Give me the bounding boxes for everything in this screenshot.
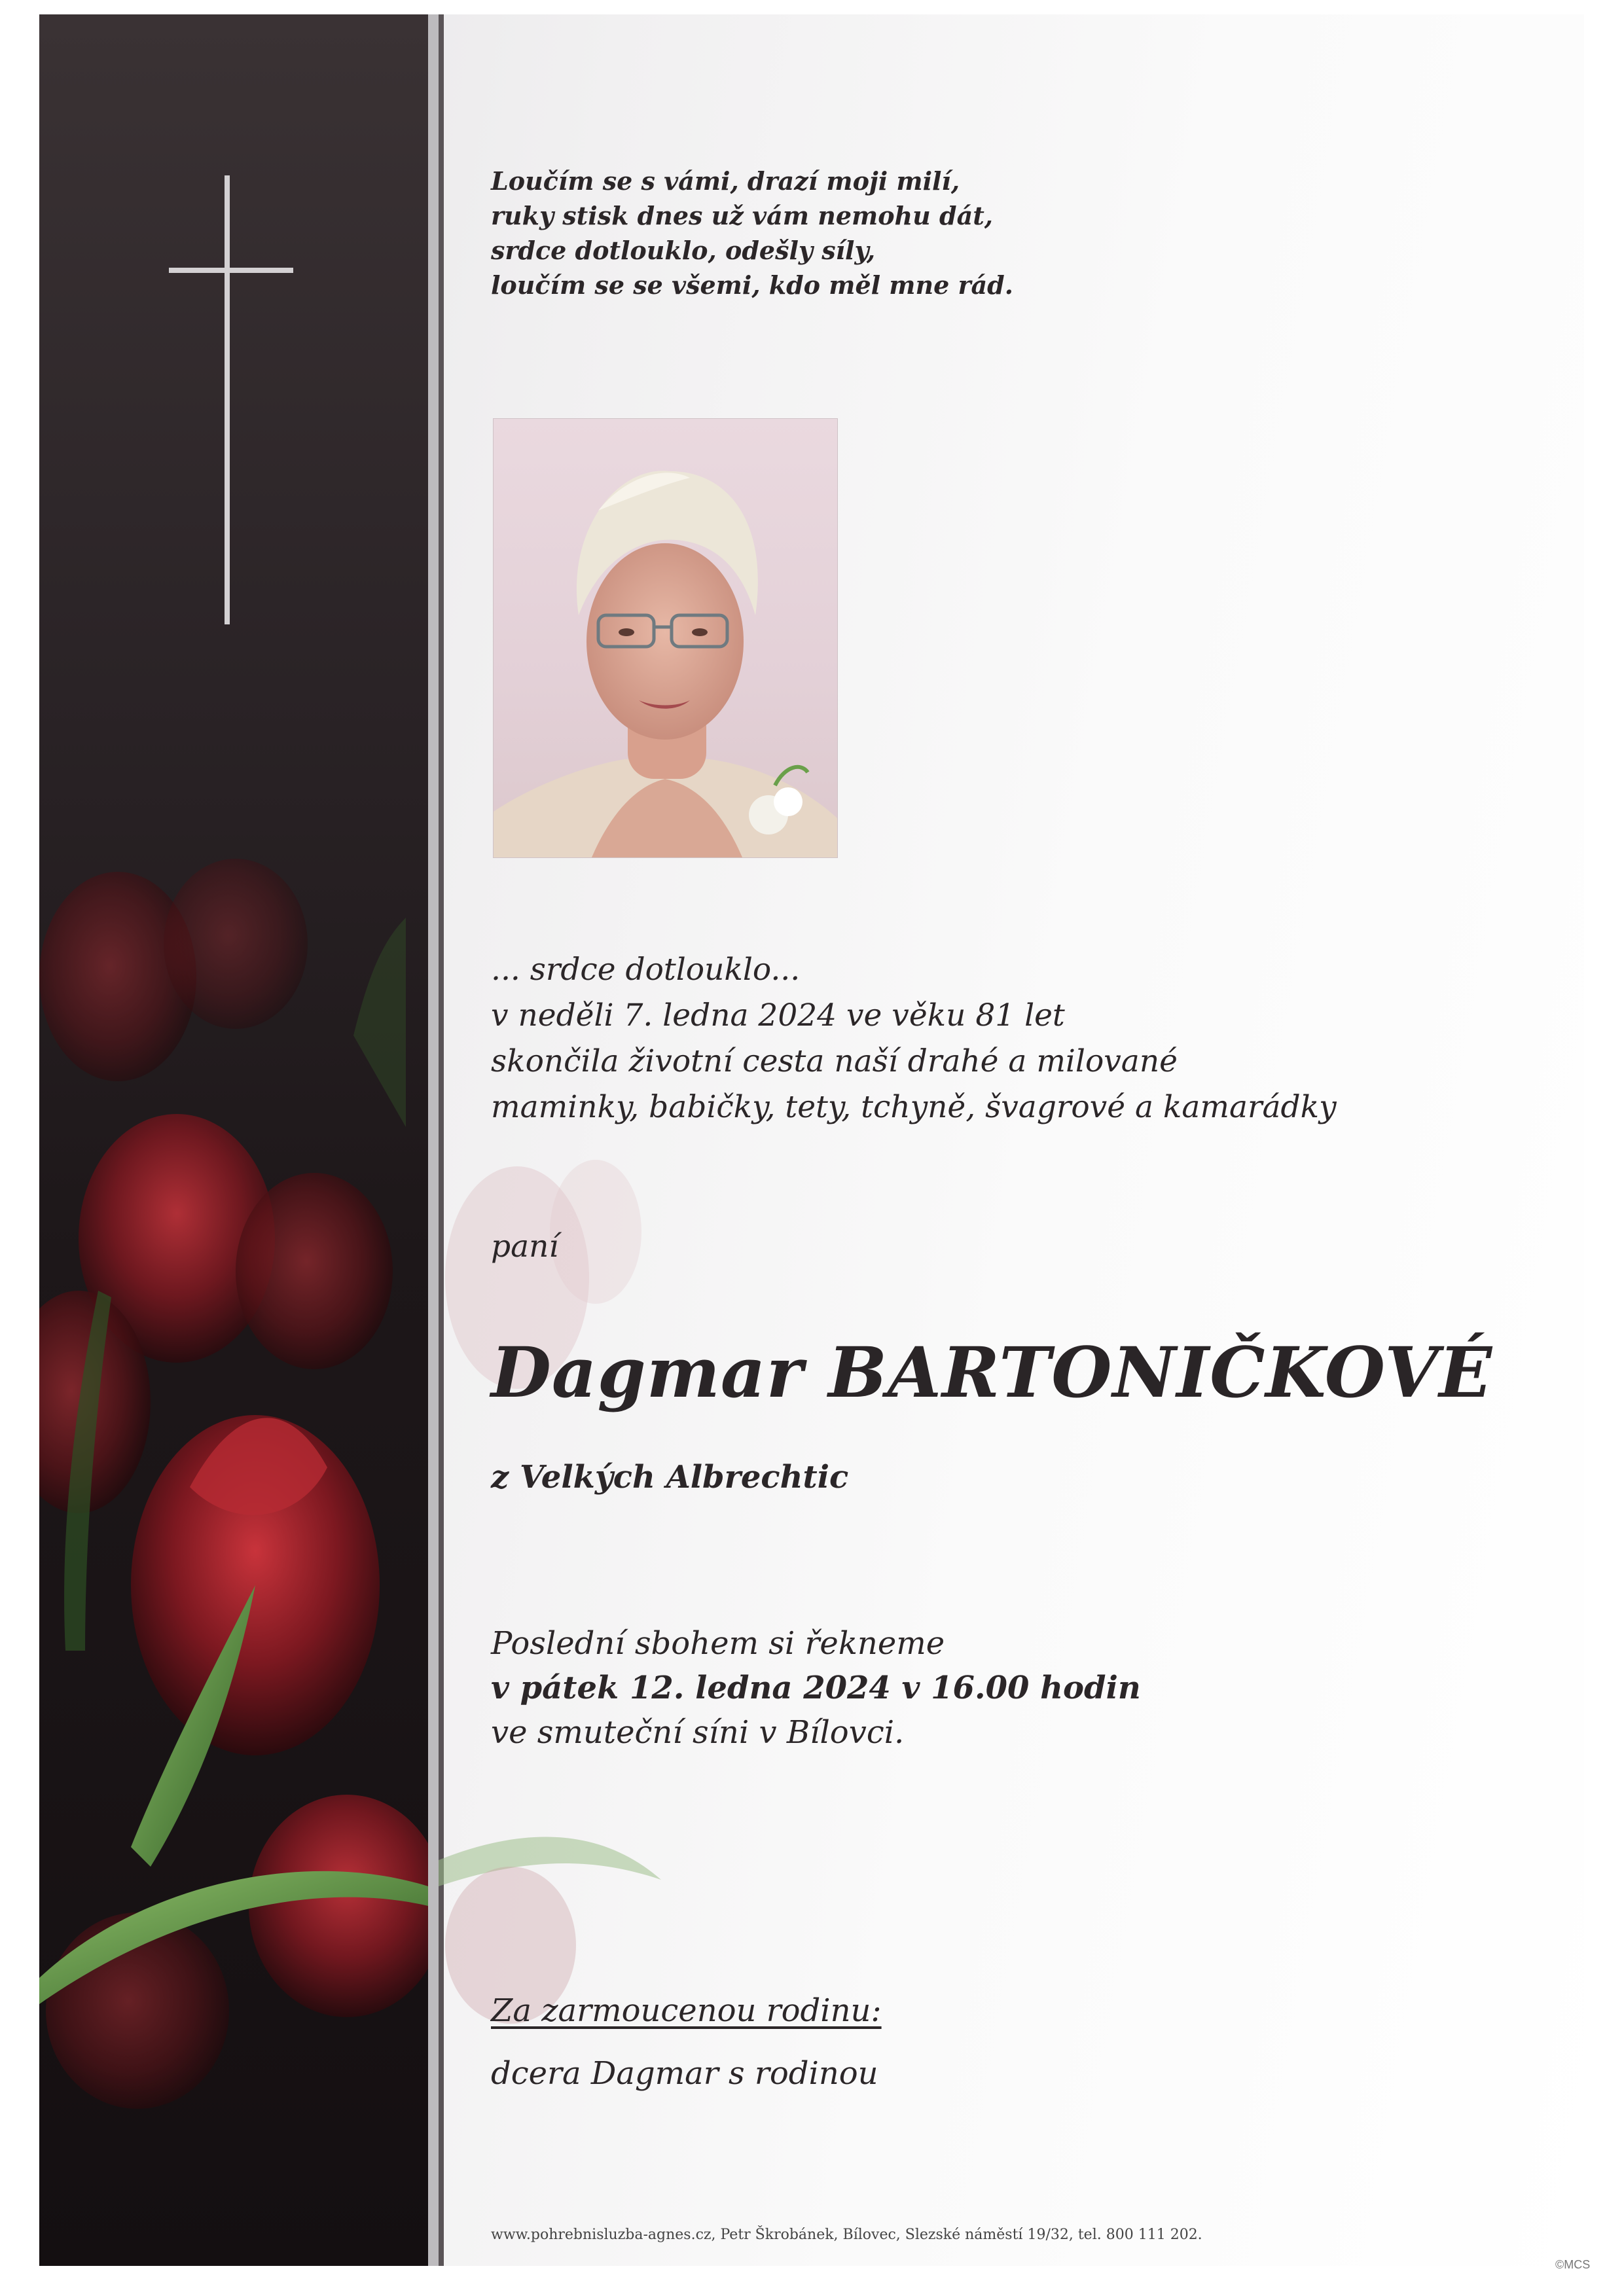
- portrait-photo: [493, 418, 838, 858]
- mourners-names: dcera Dagmar s rodinou: [491, 2055, 878, 2092]
- announcement-line: ... srdce dotlouklo...: [491, 952, 801, 988]
- announcement-line: maminky, babičky, tety, tchyně, švagrové a kamarádky: [491, 1089, 1337, 1125]
- funeral-venue: ve smuteční síni v Bílovci.: [491, 1714, 905, 1751]
- band-edge-light: [428, 14, 439, 2266]
- deceased-name: Dagmar BARTONIČKOVÉ: [491, 1331, 1493, 1413]
- verse-line: ruky stisk dnes už vám nemohu dát,: [491, 201, 994, 230]
- announcement-line: skončila životní cesta naší drahé a milované: [491, 1043, 1178, 1079]
- verse-line: srdce dotlouklo, odešly síly,: [491, 236, 876, 265]
- faded-tulip-overlay: [439, 1127, 713, 2043]
- funeral-service-footer: www.pohrebnisluzba-agnes.cz, Petr Škrobánek, Bílovec, Slezské náměstí 19/32, tel. 800 111 202.: [491, 2227, 1202, 2243]
- farewell-verse: [491, 164, 1013, 302]
- announcement-line: v neděli 7. ledna 2024 ve věku 81 let: [491, 997, 1065, 1033]
- funeral-intro: Poslední sbohem si řekneme: [491, 1625, 945, 1662]
- cross-horizontal-bar: [169, 268, 293, 273]
- verse-line: Loučím se s vámi, drazí moji milí,: [491, 166, 960, 196]
- decorative-side-band: [39, 14, 428, 2266]
- funeral-date-time: v pátek 12. ledna 2024 v 16.00 hodin: [491, 1670, 1141, 1706]
- obituary-sheet: [39, 14, 1584, 2266]
- death-announcement: [491, 947, 1337, 1130]
- brand-mark: ©MCS: [1555, 2258, 1591, 2271]
- verse-line: loučím se se všemi, kdo měl mne rád.: [491, 270, 1013, 300]
- mourners-heading: Za zarmoucenou rodinu:: [491, 1992, 882, 2029]
- funeral-details: [491, 1621, 1141, 1755]
- cross-vertical-bar: [225, 175, 230, 624]
- honorific-title: paní: [491, 1229, 559, 1265]
- tulip-flowers-image: [39, 14, 428, 2266]
- deceased-origin: z Velkých Albrechtic: [491, 1459, 849, 1496]
